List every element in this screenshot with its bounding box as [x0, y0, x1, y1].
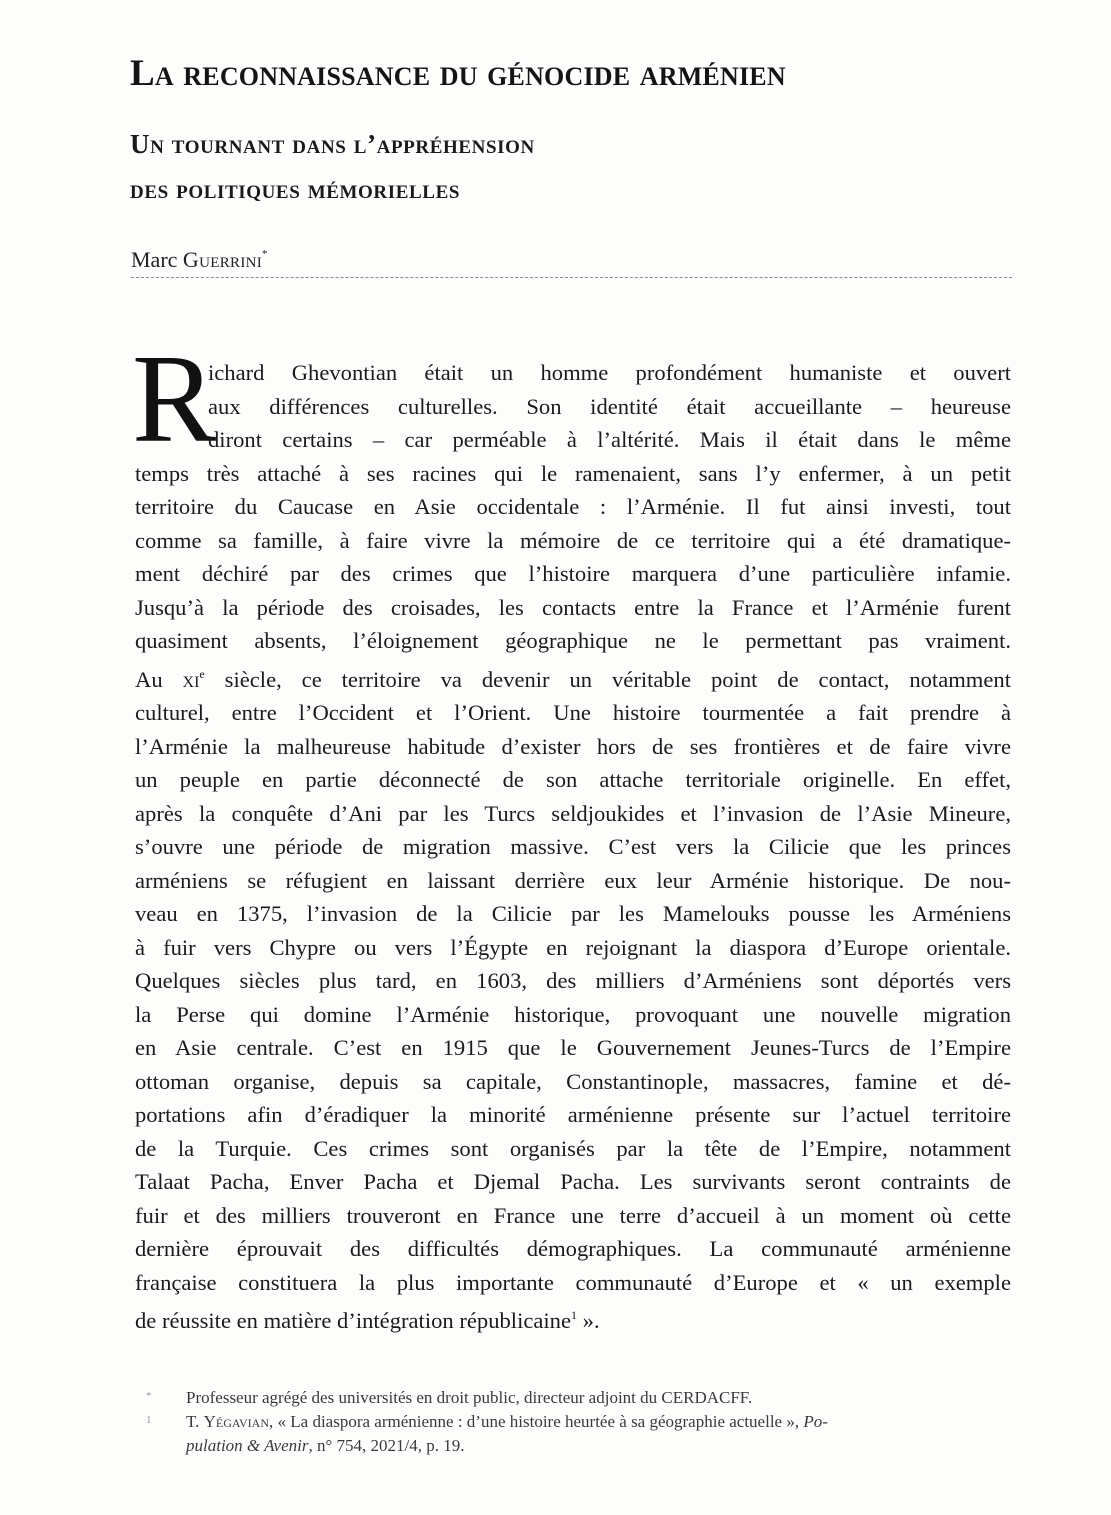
subtitle-line: des politiques mémorielles	[130, 174, 461, 204]
footnote-ref-1[interactable]: 1	[571, 1308, 577, 1322]
century-roman: xi	[182, 666, 200, 692]
body-line: à fuir vers Chypre ou vers l’Égypte en rejoignant la diaspora d’Europe orientale.	[135, 934, 1011, 960]
body-line: française constituera la plus importante communauté d’Europe et « un exemple	[135, 1269, 1011, 1295]
footnote-marker: 1	[146, 1414, 152, 1426]
footnote-journal-part1: Po-	[803, 1412, 828, 1431]
body-line: diront certains – car perméable à l’altérité. Mais il était dans le même	[208, 427, 1011, 452]
body-line: ichard Ghevontian était un homme profondément humaniste et ouvert	[208, 360, 1011, 385]
header-divider	[131, 277, 1012, 278]
body-line: ment déchiré par des crimes que l’histoire marquera d’une particulière infamie.	[135, 561, 1011, 586]
footnote-author-name: Yégavian	[203, 1412, 270, 1431]
body-line: un peuple en partie déconnecté de son attache territoriale originelle. En effet,	[135, 767, 1011, 792]
body-line: après la conquête d’Ani par les Turcs seldjoukides et l’invasion de l’Asie Mineure,	[135, 800, 1011, 826]
body-line: l’Arménie la malheureuse habitude d’exister hors de ses frontières et de faire vivre	[135, 733, 1011, 759]
article-title: La reconnaissance du génocide arménien	[130, 53, 786, 94]
footnote-line	[186, 1410, 1016, 1434]
body-line: de la Turquie. Ces crimes sont organisés par la tête de l’Empire, notamment	[135, 1135, 1011, 1161]
body-line	[135, 1299, 1011, 1338]
century-line-rest: siècle, ce territoire va devenir un véritable point de contact, notamment	[224, 666, 1011, 692]
body-line: s’ouvre une période de migration massive. C’est vers la Cilicie que les princes	[135, 834, 1011, 859]
author-footnote-marker[interactable]: *	[262, 248, 268, 260]
body-line: veau en 1375, l’invasion de la Cilicie par les Mamelouks pousse les Arméniens	[135, 901, 1011, 926]
body-line: culturel, entre l’Occident et l’Orient. Une histoire tourmentée a fait prendre à	[135, 700, 1011, 725]
body-line	[135, 658, 1011, 697]
author-last-name: Guerrini	[182, 247, 263, 272]
author-name	[131, 241, 268, 273]
body-line: en Asie centrale. C’est en 1915 que le Gouvernement Jeunes-Turcs de l’Empire	[135, 1035, 1011, 1060]
century-prefix: Au	[135, 666, 183, 692]
footnote-reference: , n° 754, 2021/4, p. 19.	[308, 1436, 465, 1455]
body-line: aux différences culturelles. Son identité était accueillante – heureuse	[208, 393, 1011, 419]
author-first-name: Marc	[131, 247, 178, 272]
body-line: Jusqu’à la période des croisades, les contacts entre la France et l’Arménie furent	[135, 594, 1011, 620]
last-line-text: de réussite en matière d’intégration républicaine	[135, 1308, 571, 1333]
body-line: portations afin d’éradiquer la minorité arménienne présente sur l’actuel territoire	[135, 1102, 1011, 1127]
footnote-journal-part2: pulation & Avenir	[186, 1436, 309, 1455]
footnote-author	[146, 1386, 1016, 1410]
footnote-marker: *	[146, 1390, 152, 1402]
body-line: fuir et des milliers trouveront en France une terre d’accueil à un moment où cette	[135, 1202, 1011, 1228]
body-line: arméniens se réfugient en laissant derrière eux leur Arménie historique. De nou-	[135, 867, 1011, 893]
body-line: Talaat Pacha, Enver Pacha et Djemal Pacha. Les survivants seront contraints de	[135, 1169, 1011, 1194]
subtitle-line: Un tournant dans l’appréhension	[130, 129, 535, 159]
footnote-line	[186, 1434, 1016, 1458]
article-subtitle	[130, 122, 830, 212]
footnote-citation: , « La diaspora arménienne : d’une histoire heurtée à sa géographie actuelle »,	[269, 1412, 804, 1431]
last-line-end: ».	[577, 1308, 600, 1333]
body-line: la Perse qui domine l’Arménie historique, provoquant une nouvelle migration	[135, 1001, 1011, 1027]
footnotes	[146, 1386, 1016, 1458]
century-suffix: e	[199, 666, 205, 681]
body-line: dernière éprouvait des difficultés démographiques. La communauté arménienne	[135, 1236, 1011, 1261]
body-line: comme sa famille, à faire vivre la mémoire de ce territoire qui a été dramatique-	[135, 527, 1011, 553]
body-line: ottoman organise, depuis sa capitale, Constantinople, massacres, famine et dé-	[135, 1068, 1011, 1094]
body-line: territoire du Caucase en Asie occidentale : l’Arménie. Il fut ainsi investi, tout	[135, 494, 1011, 519]
body-line: Quelques siècles plus tard, en 1603, des milliers d’Arméniens sont déportés vers	[135, 968, 1011, 993]
footnote-text: Professeur agrégé des universités en droit public, directeur adjoint du CERDACFF.	[186, 1388, 753, 1407]
footnote-1	[146, 1410, 1016, 1458]
article-body	[135, 356, 1011, 1338]
drop-cap: R	[132, 330, 217, 469]
footnote-author-initial: T.	[186, 1412, 204, 1431]
body-line: quasiment absents, l’éloignement géographique ne le permettant pas vraiment.	[135, 628, 1011, 653]
body-line: temps très attaché à ses racines qui le ramenaient, sans l’y enfermer, à un petit	[135, 460, 1011, 486]
